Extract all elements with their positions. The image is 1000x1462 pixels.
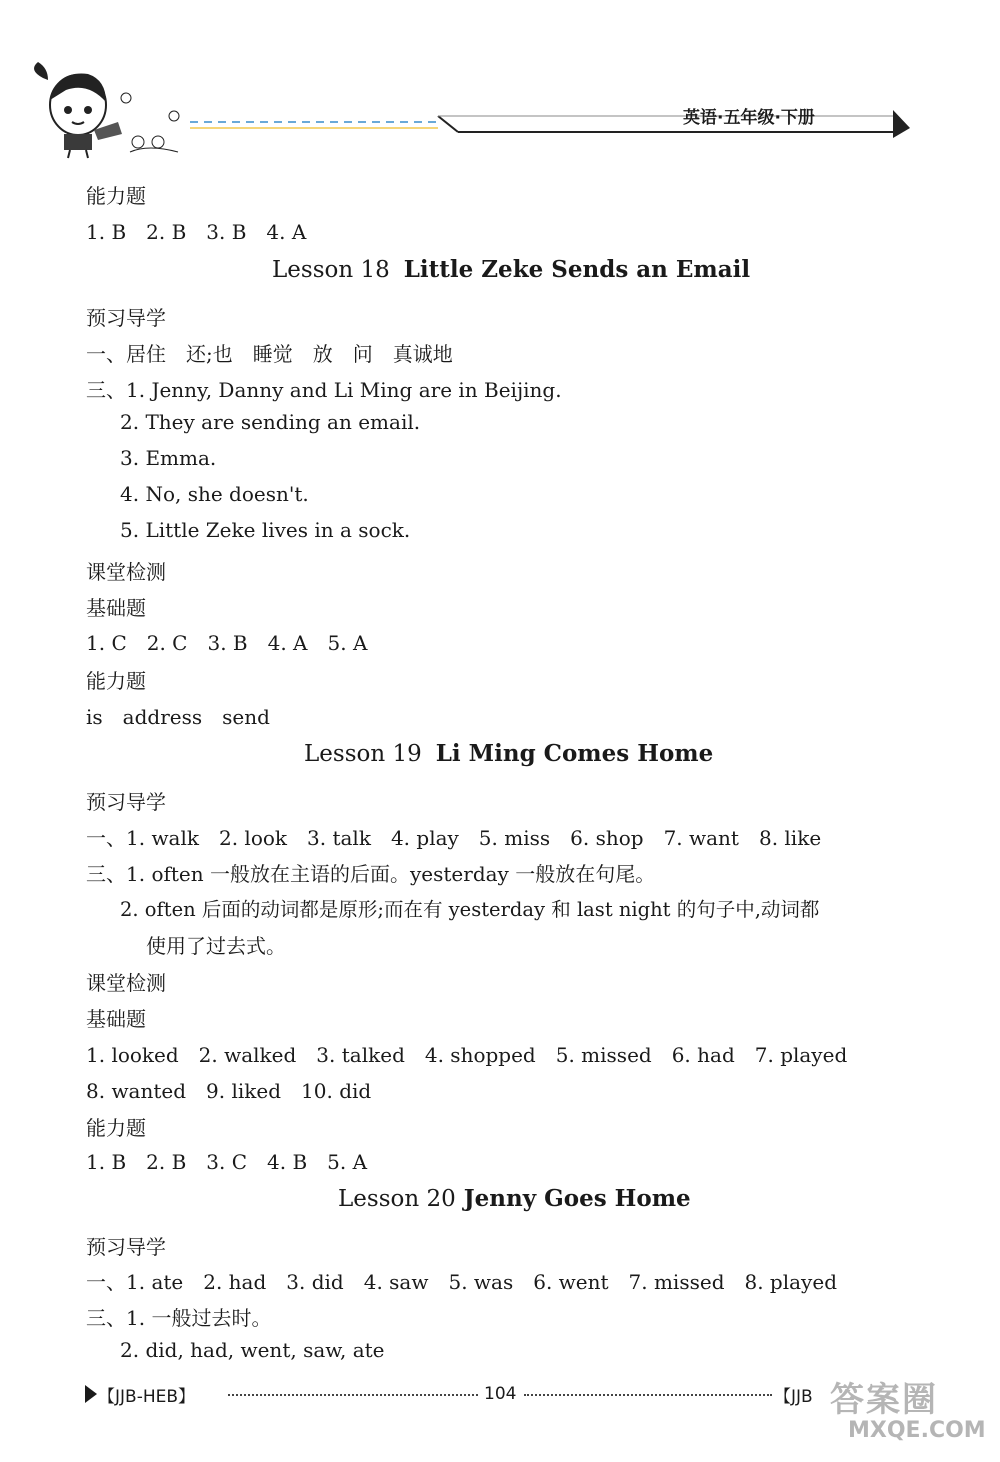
girl-mascot-illustration (18, 60, 198, 160)
lesson-heading (338, 1185, 691, 1212)
answer-line: 一、居住 还;也 睡觉 放 问 真诚地 (86, 342, 453, 366)
answer-line: 3. Emma. (120, 446, 217, 470)
answer-line: 2. They are sending an email. (120, 410, 421, 434)
header-title: 英语·五年级·下册 (683, 108, 815, 128)
section-label: 能力题 (86, 669, 146, 693)
watermark-url: MXQE.COM (848, 1418, 986, 1443)
section-label: 预习导学 (86, 790, 166, 814)
answer-line: 1. looked 2. walked 3. talked 4. shopped 5. missed 6. had 7. played (86, 1043, 848, 1067)
lesson-heading (272, 256, 750, 283)
section-label: 预习导学 (86, 1235, 166, 1259)
answer-line: 2. often 后面的动词都是原形;而在有 yesterday 和 last night 的句子中,动词都 (120, 898, 820, 921)
answer-line: 1. B 2. B 3. B 4. A (86, 220, 307, 244)
answer-line: 使用了过去式。 (146, 934, 286, 958)
answer-line: 三、1. Jenny, Danny and Li Ming are in Beijing. (86, 378, 562, 402)
lesson-number: Lesson 18 (272, 257, 390, 283)
section-label: 课堂检测 (86, 560, 166, 584)
section-label: 基础题 (86, 1007, 146, 1031)
watermark-logo: 答案圈 (830, 1380, 938, 1420)
page-number: 104 (484, 1384, 517, 1404)
answer-line: 5. Little Zeke lives in a sock. (120, 518, 411, 542)
answer-line: 三、1. often 一般放在主语的后面。yesterday 一般放在句尾。 (86, 862, 656, 886)
answer-line: 1. C 2. C 3. B 4. A 5. A (86, 631, 368, 655)
lesson-title: Jenny Goes Home (463, 1185, 691, 1212)
answer-line: is address send (86, 705, 270, 729)
section-label: 能力题 (86, 184, 146, 208)
answer-line: 一、1. walk 2. look 3. talk 4. play 5. miss 6. shop 7. want 8. like (86, 826, 822, 850)
lesson-title: Li Ming Comes Home (435, 740, 714, 767)
section-label: 基础题 (86, 596, 146, 620)
footer-dotted-rule (228, 1394, 478, 1396)
answer-line: 一、1. ate 2. had 3. did 4. saw 5. was 6. went 7. missed 8. played (86, 1270, 837, 1294)
footer-dotted-rule (524, 1394, 772, 1396)
footer-code-right: 【JJB (774, 1387, 813, 1407)
answer-line: 8. wanted 9. liked 10. did (86, 1079, 372, 1103)
answer-line: 2. did, had, went, saw, ate (120, 1338, 385, 1362)
answer-line: 三、1. 一般过去时。 (86, 1306, 272, 1330)
section-label: 能力题 (86, 1116, 146, 1140)
section-label: 课堂检测 (86, 971, 166, 995)
section-label: 预习导学 (86, 306, 166, 330)
lesson-title: Little Zeke Sends an Email (403, 256, 751, 283)
answer-line: 1. B 2. B 3. C 4. B 5. A (86, 1150, 368, 1174)
footer-code-left: 【JJB-HEB】 (98, 1387, 196, 1407)
triangle-marker-icon (84, 1384, 98, 1404)
answer-line: 4. No, she doesn't. (120, 482, 309, 506)
lesson-number: Lesson 20 (338, 1186, 456, 1212)
lesson-number: Lesson 19 (304, 741, 422, 767)
lesson-heading (304, 740, 713, 767)
